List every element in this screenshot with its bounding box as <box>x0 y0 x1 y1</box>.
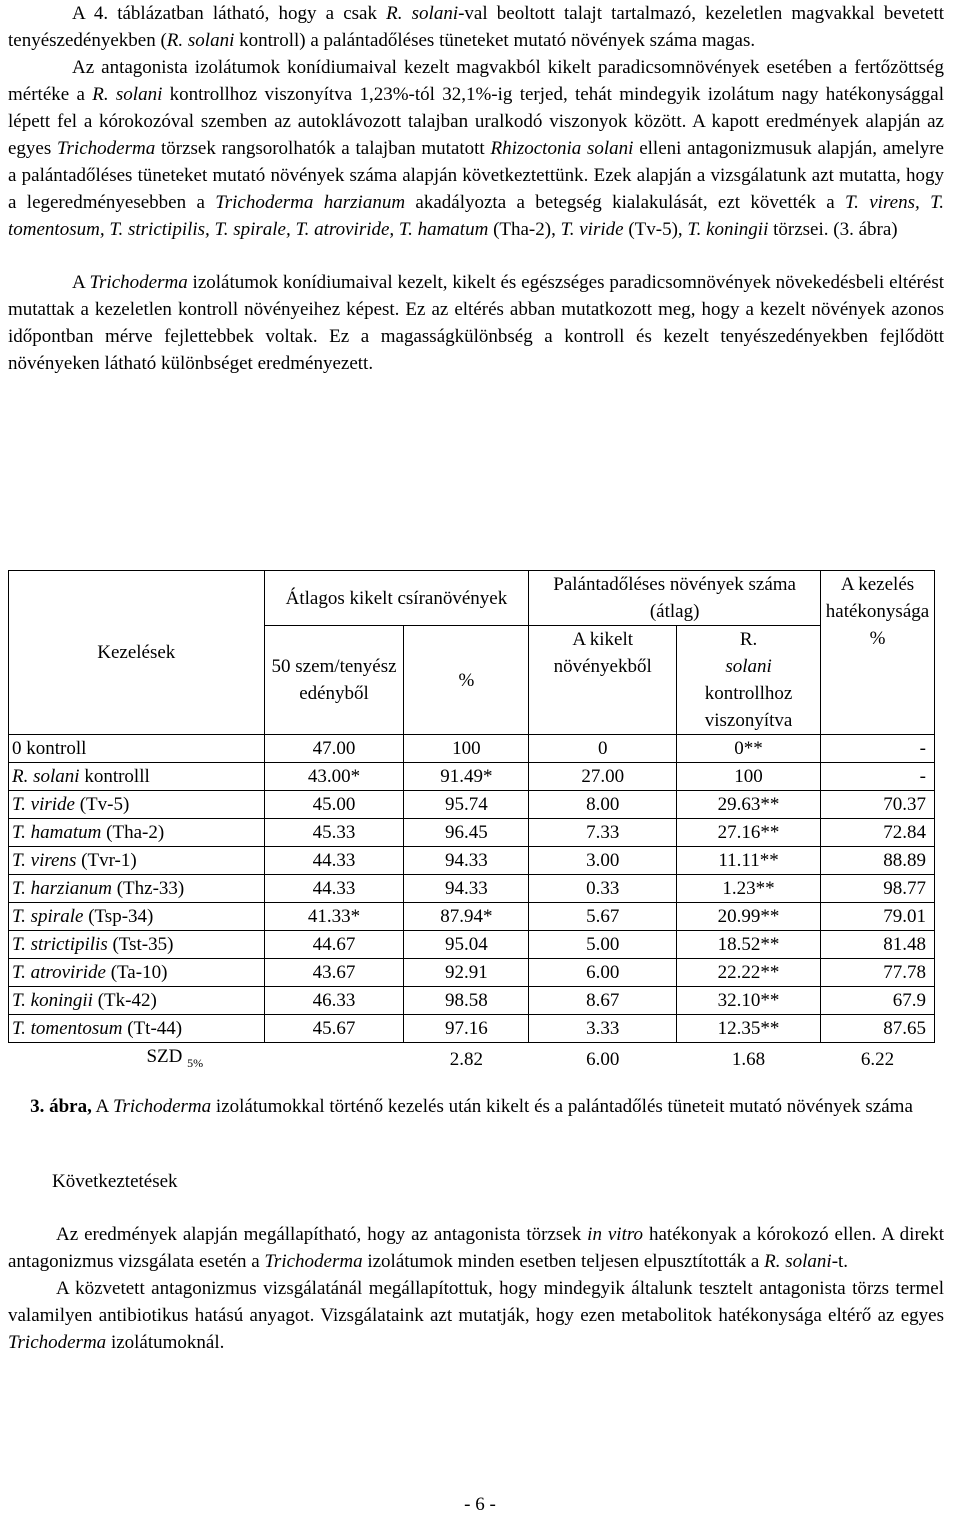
table-cell: 43.67 <box>264 959 404 987</box>
conclusions <box>8 1221 944 1356</box>
table-cell: 98.77 <box>820 875 934 903</box>
table-cell: 1.23** <box>677 875 821 903</box>
table-row <box>9 959 935 987</box>
table-row <box>9 763 935 791</box>
header-kikelt: A kikelt növényekből <box>529 626 677 735</box>
table-cell: 8.67 <box>529 987 677 1015</box>
table-cell: 91.49* <box>404 763 529 791</box>
section-heading: Következtetések <box>52 1171 178 1192</box>
paragraph-results-1: A 4. táblázatban látható, hogy a csak R. solani-val beoltott talajt tartalmazó, kezeletlen magvakkal bevetett tenyészedényekben (R. solani kontroll) a palántadőléses tüneteket mutató növények száma magas. <box>8 3 945 51</box>
treatment-name: T. strictipilis (Tst-35) <box>9 931 265 959</box>
table-row <box>9 735 935 763</box>
table-cell: 6.00 <box>529 959 677 987</box>
table-row <box>9 931 935 959</box>
szd-value: 1.68 <box>731 1049 766 1071</box>
header-percent: % <box>404 626 529 735</box>
treatment-name: T. harzianum (Thz-33) <box>9 875 265 903</box>
table-cell: 79.01 <box>820 903 934 931</box>
treatment-name: T. koningii (Tk-42) <box>9 987 265 1015</box>
table-cell: 87.65 <box>820 1015 934 1043</box>
szd-value: 6.00 <box>586 1049 620 1071</box>
table-cell: 3.33 <box>529 1015 677 1043</box>
treatment-name: R. solani kontrolll <box>9 763 265 791</box>
table-cell: 29.63** <box>677 791 821 819</box>
table-cell: 45.00 <box>264 791 404 819</box>
szd-row <box>9 1043 935 1077</box>
table-cell: 27.16** <box>677 819 821 847</box>
table-cell: 95.74 <box>404 791 529 819</box>
paragraph-conclusion-1: Az eredmények alapján megállapítható, hogy az antagonista törzsek in vitro hatékonyak a kórokozó ellen. A direkt antagonizmus vizsgálata esetén a Trichoderma izolátumok minden esetben teljesen elpusztították a R. solani-t. <box>8 1224 944 1272</box>
table-cell: 41.33* <box>264 903 404 931</box>
table-cell: 94.33 <box>404 875 529 903</box>
table-cell: 43.00* <box>264 763 404 791</box>
szd-value: 6.22 <box>860 1049 895 1071</box>
header-hatekonysag: A kezelés hatékonysága % <box>820 571 934 735</box>
table-cell: 96.45 <box>404 819 529 847</box>
table-row <box>9 987 935 1015</box>
paragraph-growth: A Trichoderma izolátumok konídiumaival kezelt, kikelt és egészséges paradicsomnövények növekedésbeli eltérést mutattak a kezeletlen kontroll növényeihez képest. Ez az eltérés abban mutatkozott meg, hogy a kezelt növények azonos időpontban mérve fejlettebbek voltak. Ez a magasságkülönbség a kontroll és kezelt tenyészedényekben fejlődött növényeken látható különbséget eredményezett. <box>8 272 944 374</box>
table-cell: 5.67 <box>529 903 677 931</box>
table-cell: 94.33 <box>404 847 529 875</box>
table-cell: 97.16 <box>404 1015 529 1043</box>
table-cell: 12.35** <box>677 1015 821 1043</box>
header-palanta: Palántadőléses növények száma (átlag) <box>529 571 821 626</box>
treatment-name: 0 kontroll <box>9 735 265 763</box>
table-cell: 44.33 <box>264 847 404 875</box>
table-cell: 87.94* <box>404 903 529 931</box>
table-cell: 8.00 <box>529 791 677 819</box>
treatment-name: T. atroviride (Ta-10) <box>9 959 265 987</box>
table-cell: 18.52** <box>677 931 821 959</box>
header-50-szem: 50 szem/tenyész edényből <box>264 626 404 735</box>
treatment-name: T. viride (Tv-5) <box>9 791 265 819</box>
table-cell: 0 <box>529 735 677 763</box>
table-cell: 27.00 <box>529 763 677 791</box>
table-cell: 98.58 <box>404 987 529 1015</box>
header-kezelesek: Kezelések <box>9 571 265 735</box>
document-page <box>8 0 944 377</box>
table-cell: 5.00 <box>529 931 677 959</box>
table-header-row <box>9 571 935 626</box>
treatment-name: T. virens (Tvr-1) <box>9 847 265 875</box>
table-cell: 67.9 <box>820 987 934 1015</box>
results-table <box>8 570 935 1077</box>
table-row <box>9 791 935 819</box>
table-cell: 44.33 <box>264 875 404 903</box>
table-cell: - <box>820 735 934 763</box>
table-cell: 81.48 <box>820 931 934 959</box>
table-cell: 70.37 <box>820 791 934 819</box>
page-number: - 6 - <box>464 1494 496 1515</box>
table-row <box>9 903 935 931</box>
table-cell: - <box>820 763 934 791</box>
table-cell: 88.89 <box>820 847 934 875</box>
table-row <box>9 875 935 903</box>
paragraph-conclusion-2: A közvetett antagonizmus vizsgálatánál megállapítottuk, hogy mindegyik általunk tesztelt antagonista törzs termel valamilyen antibiotikus hatású anyagot. Vizsgálataink azt mutatják, hogy ezen metabolitok hatékonysága eltérő az egyes Trichoderma izolátumoknál. <box>8 1278 944 1353</box>
table-cell: 95.04 <box>404 931 529 959</box>
treatment-name: T. tomentosum (Tt-44) <box>9 1015 265 1043</box>
table-cell: 0** <box>677 735 821 763</box>
table-cell: 32.10** <box>677 987 821 1015</box>
table-cell: 11.11** <box>677 847 821 875</box>
treatment-name: T. spirale (Tsp-34) <box>9 903 265 931</box>
table-cell: 77.78 <box>820 959 934 987</box>
table-cell: 100 <box>677 763 821 791</box>
table-cell: 92.91 <box>404 959 529 987</box>
header-rsolani: R. solani kontrollhoz viszonyítva <box>677 626 821 735</box>
szd-value: 2.82 <box>449 1049 483 1071</box>
table-cell: 3.00 <box>529 847 677 875</box>
table-cell: 7.33 <box>529 819 677 847</box>
table-cell: 45.67 <box>264 1015 404 1043</box>
table-cell: 22.22** <box>677 959 821 987</box>
table-row <box>9 847 935 875</box>
table-cell: 20.99** <box>677 903 821 931</box>
szd-label: SZD $_{5\%}$ <box>146 1046 204 1070</box>
header-atlagos: Átlagos kikelt csíranövények <box>264 571 529 626</box>
table-cell: 45.33 <box>264 819 404 847</box>
table-cell: 47.00 <box>264 735 404 763</box>
table-row <box>9 819 935 847</box>
table-cell: 44.67 <box>264 931 404 959</box>
table-cell: 0.33 <box>529 875 677 903</box>
table-row <box>9 1015 935 1043</box>
table-cell: 72.84 <box>820 819 934 847</box>
table-cell: 46.33 <box>264 987 404 1015</box>
paragraph-results-2: Az antagonista izolátumok konídiumaival kezelt magvakból kikelt paradicsomnövények esetében a fertőzöttség mértéke a R. solani kontrollhoz viszonyítva 1,23%-tól 32,1%-ig terjed, tehát mindegyik izolátum nagy hatékonysággal lépett fel a kórokozóval szemben az autoklávozott talajban uralkodó viszonyok között. A kapott eredmények alapján az egyes Trichoderma törzsek rangsorolhatók a talajban mutatott Rhizoctonia solani elleni antagonizmusuk alapján, amelyre a palántadőléses tüneteket mutató növények száma alapján következtettünk. Ezek alapján a vizsgálatunk azt mutatta, hogy a legeredményesebben a Trichoderma harzianum akadályozta a betegség kialakulását, ezt követték a T. virens, T. tomentosum, T. strictipilis, T. spirale, T. atroviride, T. hamatum (Tha-2), T. viride (Tv-5), T. koningii törzsei. (3. ábra) <box>8 57 944 240</box>
figure-caption: 3. ábra, A Trichoderma izolátumokkal történő kezelés után kikelt és a palántadőlés tüneteit mutató növények száma <box>30 1096 913 1117</box>
treatment-name: T. hamatum (Tha-2) <box>9 819 265 847</box>
table-cell: 100 <box>404 735 529 763</box>
